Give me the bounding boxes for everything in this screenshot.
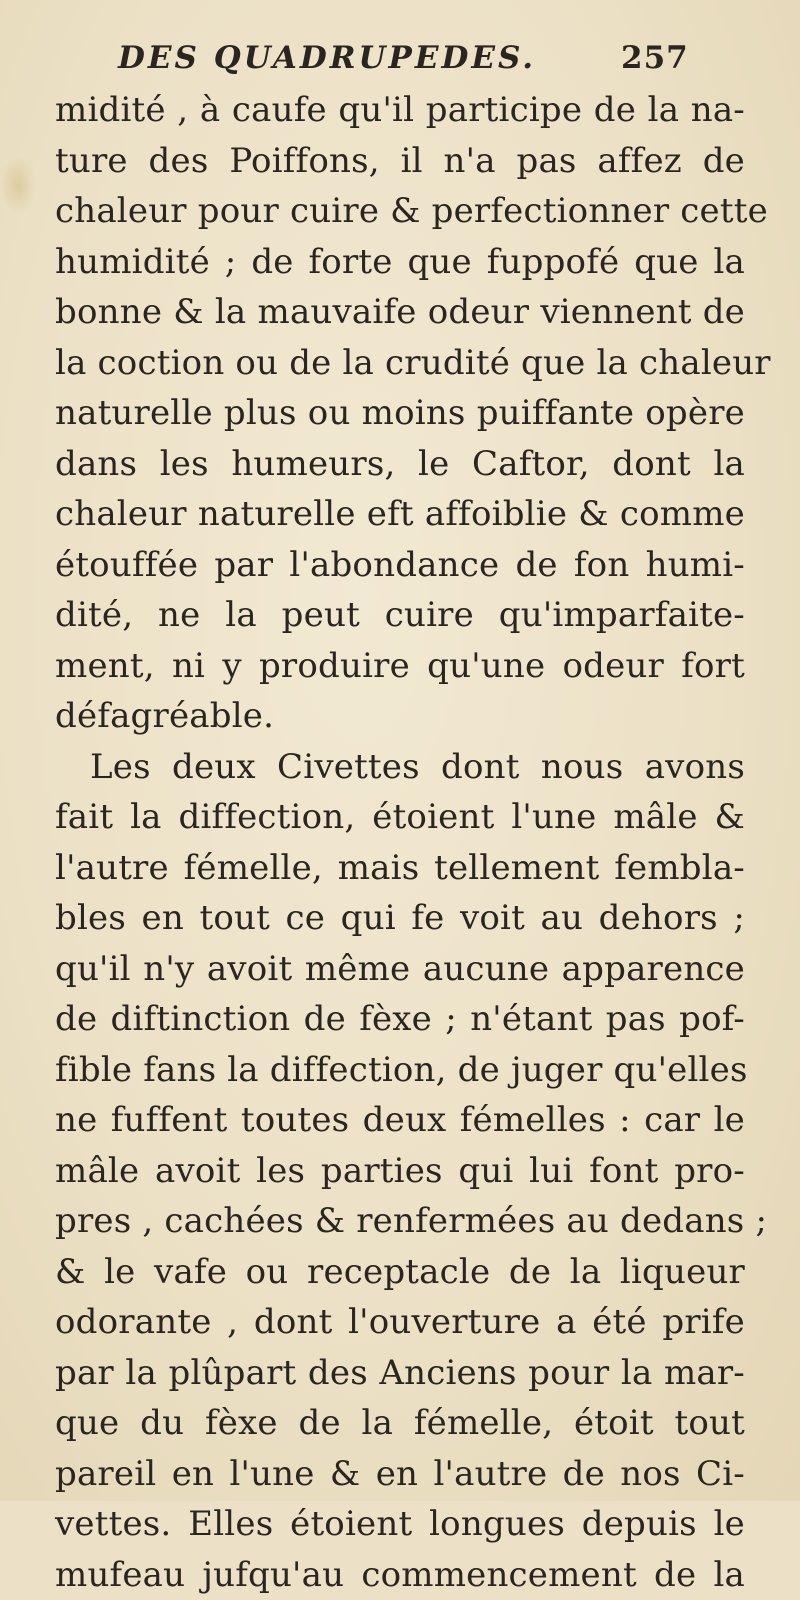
text-line: ne fuffent toutes deux fémelles : car le — [55, 1095, 745, 1146]
text-line: bonne & la mauvaife odeur viennent de — [55, 287, 745, 338]
text-line: vettes. Elles étoient longues depuis le — [55, 1499, 745, 1550]
paragraph-start-line: Les deux Civettes dont nous avons — [55, 742, 745, 793]
text-line: fait la diffection, étoient l'une mâle & — [55, 792, 745, 843]
text-line: étouffée par l'abondance de fon humi- — [55, 540, 745, 591]
text-line: humidité ; de forte que fuppofé que la — [55, 237, 745, 288]
paragraph-end-line: défagréable. — [55, 691, 745, 742]
text-line: midité , à caufe qu'il participe de la na- — [55, 85, 745, 136]
text-line: naturelle plus ou moins puiffante opère — [55, 388, 745, 439]
text-line: fible fans la diffection, de juger qu'elles — [55, 1045, 745, 1096]
text-line: que du fèxe de la fémelle, étoit tout — [55, 1398, 745, 1449]
text-line: mufeau jufqu'au commencement de la — [55, 1550, 745, 1600]
text-line: par la plûpart des Anciens pour la mar- — [55, 1348, 745, 1399]
text-line: pres , cachées & renfermées au dedans ; — [55, 1196, 745, 1247]
text-line: de diftinction de fèxe ; n'étant pas pof- — [55, 994, 745, 1045]
text-line: ment, ni y produire qu'une odeur fort — [55, 641, 745, 692]
text-line: pareil en l'une & en l'autre de nos Ci- — [55, 1449, 745, 1500]
text-body — [55, 85, 745, 1600]
paper-stain — [0, 155, 36, 215]
text-line: mâle avoit les parties qui lui font pro- — [55, 1146, 745, 1197]
text-line: qu'il n'y avoit même aucune apparence — [55, 944, 745, 995]
text-line: odorante , dont l'ouverture a été prife — [55, 1297, 745, 1348]
text-line: chaleur naturelle eft affoiblie & comme — [55, 489, 745, 540]
running-title: DES QUADRUPEDES. — [118, 40, 536, 76]
text-line: bles en tout ce qui fe voit au dehors ; — [55, 893, 745, 944]
text-line: ture des Poiffons, il n'a pas affez de — [55, 136, 745, 187]
text-line: la coction ou de la crudité que la chaleur — [55, 338, 745, 389]
page-number: 257 — [621, 40, 689, 76]
text-line: l'autre fémelle, mais tellement fembla- — [55, 843, 745, 894]
text-line: dans les humeurs, le Caftor, dont la — [55, 439, 745, 490]
text-line: & le vafe ou receptacle de la liqueur — [55, 1247, 745, 1298]
text-line: chaleur pour cuire & perfectionner cette — [55, 186, 745, 237]
text-line: dité, ne la peut cuire qu'imparfaite- — [55, 590, 745, 641]
